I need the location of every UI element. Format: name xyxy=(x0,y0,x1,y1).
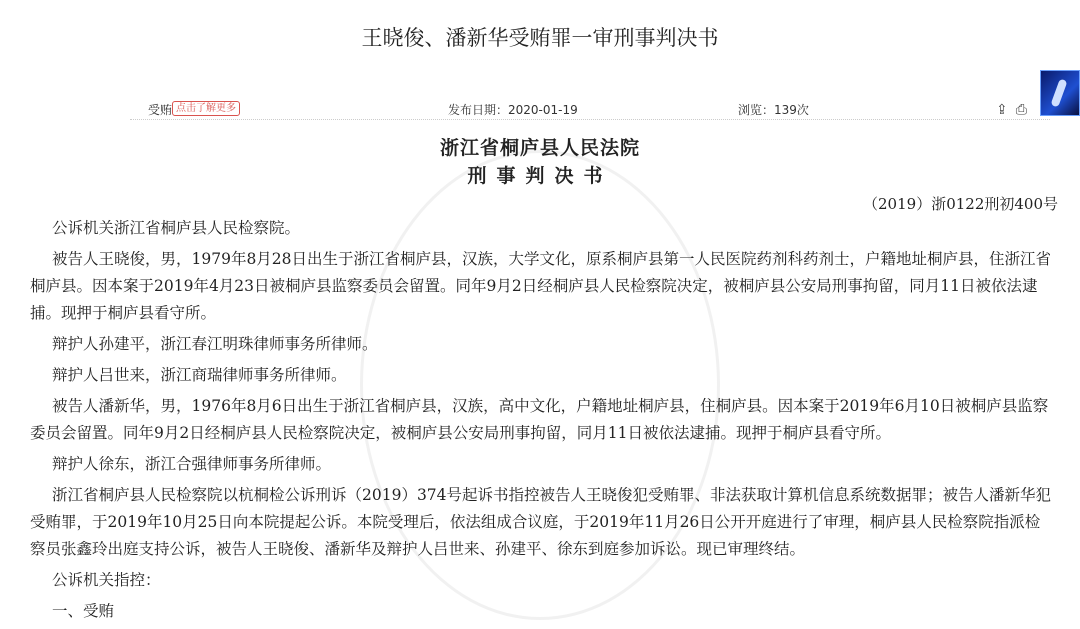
paragraph: 被告人潘新华，男，1976年8月6日出生于浙江省桐庐县，汉族，高中文化，户籍地址桐庐县，住桐庐县。因本案于2019年6月10日被桐庐县监察委员会留置。同年9月2日经桐庐县人民检察院决定，被桐庐县公安局刑事拘留，同月11日被依法逮捕。现押于桐庐县看守所。 xyxy=(30,397,1049,442)
meta-bar xyxy=(0,99,1080,119)
print-icon[interactable]: ⎙ xyxy=(1015,102,1027,118)
paragraph: 辩护人徐东，浙江合强律师事务所律师。 xyxy=(52,455,332,473)
page-title: 王晓俊、潘新华受贿罪一审刑事判决书 xyxy=(361,26,719,50)
paragraph: 公诉机关浙江省桐庐县人民检察院。 xyxy=(52,219,301,237)
paragraph: 被告人王晓俊，男，1979年8月28日出生于浙江省桐庐县，汉族，大学文化，原系桐庐县第一人民医院药剂科药剂士，户籍地址桐庐县，住浙江省桐庐县。因本案于2019年4月23日被桐庐县监察委员会留置。同年9月2日经桐庐县人民检察院决定，被桐庐县公安局刑事拘留，同月11日被依法逮捕。现押于桐庐县看守所。 xyxy=(30,250,1052,322)
document-body xyxy=(30,215,1055,629)
court-name: 浙江省桐庐县人民法院 xyxy=(439,137,640,159)
paragraph: 辩护人孙建平，浙江春江明珠律师事务所律师。 xyxy=(52,335,378,353)
download-icon[interactable]: ⇪ xyxy=(996,102,1008,118)
paragraph: 一、受贿 xyxy=(52,602,115,620)
category-label: 受贿 xyxy=(148,103,173,117)
learn-more-tag[interactable]: 点击了解更多 xyxy=(172,101,240,116)
case-number: （2019）浙0122刑初400号 xyxy=(863,195,1058,213)
document-type: 刑事判决书 xyxy=(467,165,613,187)
paragraph: 公诉机关指控： xyxy=(52,571,161,589)
paragraph: 浙江省桐庐县人民检察院以杭桐检公诉刑诉（2019）374号起诉书指控被告人王晓俊犯受贿罪、非法获取计算机信息系统数据罪；被告人潘新华犯受贿罪，于2019年10月25日向本院提起公诉。本院受理后，依法组成合议庭，于2019年11月26日公开开庭进行了审理，桐庐县人民检察院指派检察员张鑫玲出庭支持公诉，被告人王晓俊、潘新华及辩护人吕世来、孙建平、徐东到庭参加诉讼。现已审理终结。 xyxy=(30,486,1052,558)
paragraph: 辩护人吕世来，浙江商瑞律师事务所律师。 xyxy=(52,366,347,384)
view-count: 浏览：139次 xyxy=(738,103,809,117)
publish-date: 发布日期：2020-01-19 xyxy=(448,103,578,117)
thumbnail-image[interactable] xyxy=(1040,70,1080,116)
divider xyxy=(130,119,1050,120)
